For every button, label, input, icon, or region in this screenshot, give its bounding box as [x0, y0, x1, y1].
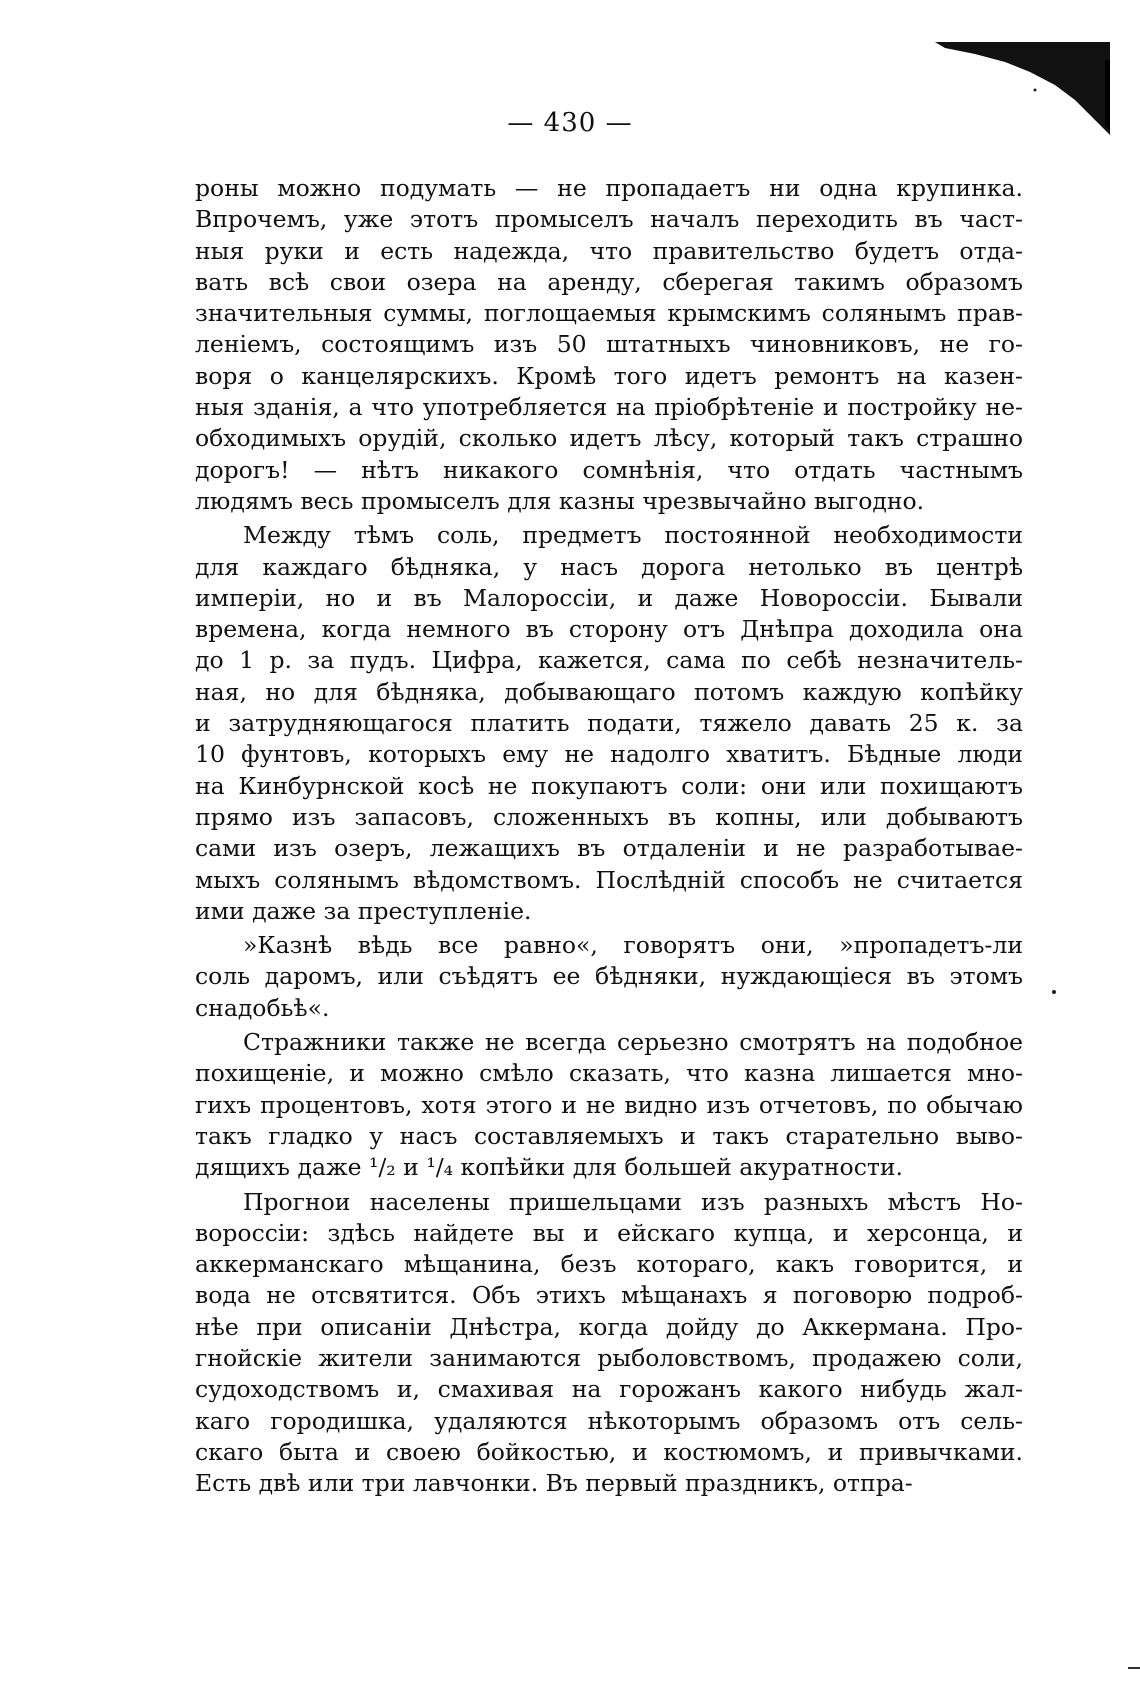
- text-line: сами изъ озеръ, лежащихъ въ отдаленіи и не разработывае-: [195, 834, 1023, 863]
- text-line: вода не отсвятится. Объ этихъ мѣщанахъ я поговорю подроб-: [195, 1281, 1023, 1310]
- paragraph: [195, 930, 1023, 1024]
- text-line: аккерманскаго мѣщанина, безъ котораго, какъ говорится, и: [195, 1250, 1023, 1279]
- text-line: похищеніе, и можно смѣло сказать, что казна лишается мно-: [195, 1059, 1023, 1088]
- text-line: такъ гладко у насъ составляемыхъ и такъ старательно выво-: [195, 1121, 1023, 1150]
- text-line: мыхъ солянымъ вѣдомствомъ. Послѣдній способъ не считается: [195, 865, 1023, 894]
- paragraph: [195, 1027, 1023, 1183]
- text-line: ная, но для бѣдняка, добывающаго потомъ каждую копѣйку: [195, 677, 1023, 706]
- text-line: гихъ процентовъ, хотя этого и не видно изъ отчетовъ, по обычаю: [195, 1090, 1023, 1119]
- text-line: дящихъ даже ¹/₂ и ¹/₄ копѣйки для большей акуратности.: [195, 1153, 903, 1182]
- text-line: для каждаго бѣдняка, у насъ дорога нетолько въ центрѣ: [195, 552, 1023, 581]
- paragraph: [195, 1187, 1023, 1500]
- text-line: »Казнѣ вѣдь все равно«, говорятъ они, »пропадетъ-ли: [243, 931, 1023, 960]
- text-line: до 1 р. за пудъ. Цифра, кажется, сама по себѣ незначитель-: [195, 646, 1023, 675]
- text-line: Есть двѣ или три лавчонки. Въ первый праздникъ, отпра-: [195, 1469, 913, 1498]
- text-line: дорогъ! — нѣтъ никакого сомнѣнія, что отдать частнымъ: [195, 455, 1023, 484]
- text-line: значительныя суммы, поглощаемыя крымскимъ солянымъ прав-: [195, 299, 1023, 328]
- text-line: роны можно подумать — не пропадаетъ ни одна крупинка.: [195, 174, 1023, 202]
- text-line: Впрочемъ, уже этотъ промыселъ началъ переходить въ част-: [195, 205, 1023, 234]
- text-line: воря о канцелярскихъ. Кромѣ того идетъ ремонтъ на казен-: [195, 361, 1023, 390]
- text-line: судоходствомъ и, смахивая на горожанъ какого нибудь жал-: [195, 1375, 1023, 1404]
- text-line: гнойскіе жители занимаются рыболовствомъ, продажею соли,: [195, 1343, 1023, 1372]
- text-line: людямъ весь промыселъ для казны чрезвычайно выгодно.: [195, 486, 925, 515]
- text-line: соль даромъ, или съѣдятъ ее бѣдняки, нуждающіеся въ этомъ: [195, 962, 1023, 991]
- text-line: Между тѣмъ соль, предметъ постоянной необходимости: [243, 521, 1023, 550]
- text-line: ими даже за преступленіе.: [195, 896, 532, 925]
- paragraph: [195, 173, 1023, 517]
- text-line: времена, когда немного въ сторону отъ Днѣпра доходила она: [195, 615, 1023, 644]
- page-number: — 430 —: [507, 108, 633, 138]
- text-line: Стражники также не всегда серьезно смотрятъ на подобное: [243, 1028, 1023, 1057]
- paragraph: [195, 520, 1023, 927]
- text-line: вать всѣ свои озера на аренду, сберегая такимъ образомъ: [195, 267, 1023, 296]
- text-line: на Кинбурнской косѣ не покупаютъ соли: они или похищаютъ: [195, 771, 1023, 800]
- edge-mark: [1128, 1667, 1140, 1669]
- text-line: обходимыхъ орудій, сколько идетъ лѣсу, который такъ страшно: [195, 424, 1023, 453]
- text-line: 10 фунтовъ, которыхъ ему не надолго хватитъ. Бѣдные люди: [195, 740, 1023, 769]
- text-line: имперіи, но и въ Малороссіи, и даже Новороссіи. Бывали: [195, 583, 1023, 612]
- text-line: Прогнои населены пришельцами изъ разныхъ мѣстъ Но-: [243, 1187, 1023, 1216]
- text-line: скаго быта и своею бойкостью, и костюмомъ, и привычками.: [195, 1437, 1023, 1466]
- text-line: ныя зданія, а что употребляется на пріобрѣтеніе и постройку не-: [195, 393, 1023, 422]
- text-line: леніемъ, состоящимъ изъ 50 штатныхъ чиновниковъ, не го-: [195, 330, 1023, 359]
- text-line: и затрудняющагося платить подати, тяжело давать 25 к. за: [195, 709, 1023, 738]
- text-line: прямо изъ запасовъ, сложенныхъ въ копны, или добываютъ: [195, 802, 1023, 831]
- text-line: нѣе при описаніи Днѣстра, когда дойду до Аккермана. Про-: [195, 1312, 1023, 1341]
- body-text: [195, 173, 1023, 1502]
- text-line: ныя руки и есть надежда, что правительство будетъ отда-: [195, 236, 1023, 265]
- text-line: вороссіи: здѣсь найдете вы и ейскаго купца, и херсонца, и: [195, 1218, 1023, 1247]
- stray-mark: [1052, 990, 1056, 994]
- text-line: снадобьѣ«.: [195, 993, 330, 1022]
- text-line: каго городишка, удаляются нѣкоторымъ образомъ отъ сель-: [195, 1406, 1023, 1435]
